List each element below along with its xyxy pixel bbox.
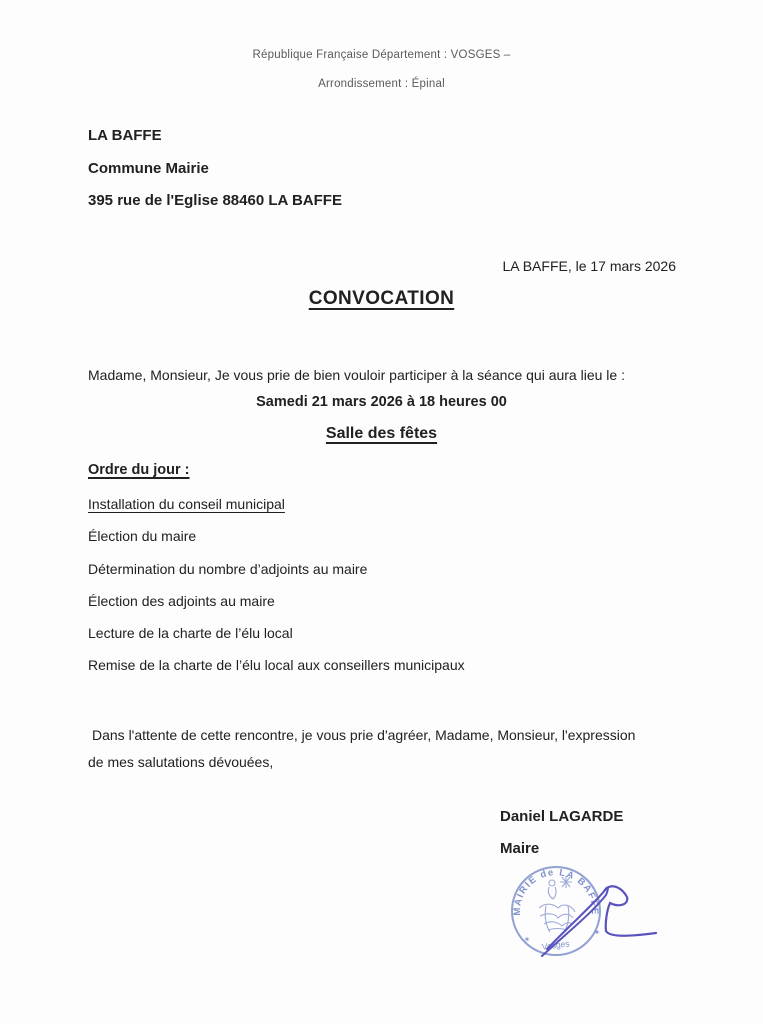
seal-bottom-text: Vosges [541,938,571,952]
intro-paragraph: Madame, Monsieur, Je vous prie de bien vouloir participer à la séance qui aura lieu le : [88,367,625,383]
seal-star-left-icon: ✶ [523,935,531,944]
closing-paragraph [88,722,635,776]
signatory-title: Maire [500,840,540,857]
header-line-2: Arrondissement : Épinal [318,78,445,90]
agenda-item-2: Élection du maire [88,528,197,544]
agenda-item-3: Détermination du nombre d’adjoints au maire [88,561,368,577]
agenda-item-5: Lecture de la charte de l’élu local [88,625,293,641]
signatory-name: Daniel LAGARDE [500,808,624,825]
sender-commune: LA BAFFE [88,127,162,144]
sender-block [88,127,342,225]
sender-address: 395 rue de l'Eglise 88460 LA BAFFE [88,192,342,209]
seal-arc-text: MAIRIE de LA BAFFE [511,867,601,916]
agenda-heading [88,462,190,478]
meeting-location-text: Salle des fêtes [325,425,438,442]
sender-office: Commune Mairie [88,159,209,177]
agenda-heading-text: Ordre du jour : [88,462,190,478]
header-line-1: République Française Département : VOSGES – [252,49,511,61]
letter-title [0,288,763,310]
seal-star-right-icon: ✶ [593,928,601,937]
letter-title-text: CONVOCATION [308,288,455,309]
closing-line-1: Dans l'attente de cette rencontre, je vous prie d'agréer, Madame, Monsieur, l'expression [92,727,636,743]
meeting-location [0,425,763,443]
dateline: LA BAFFE, le 17 mars 2026 [502,258,676,274]
signature-ink [480,855,680,1015]
closing-line-2: de mes salutations dévouées, [88,754,274,770]
agenda-item-4: Élection des adjoints au maire [88,593,275,609]
agenda-item-1: Installation du conseil municipal [88,496,285,512]
meeting-datetime: Samedi 21 mars 2026 à 18 heures 00 [256,394,507,410]
agenda-item-6: Remise de la charte de l’élu local aux conseillers municipaux [88,657,465,673]
